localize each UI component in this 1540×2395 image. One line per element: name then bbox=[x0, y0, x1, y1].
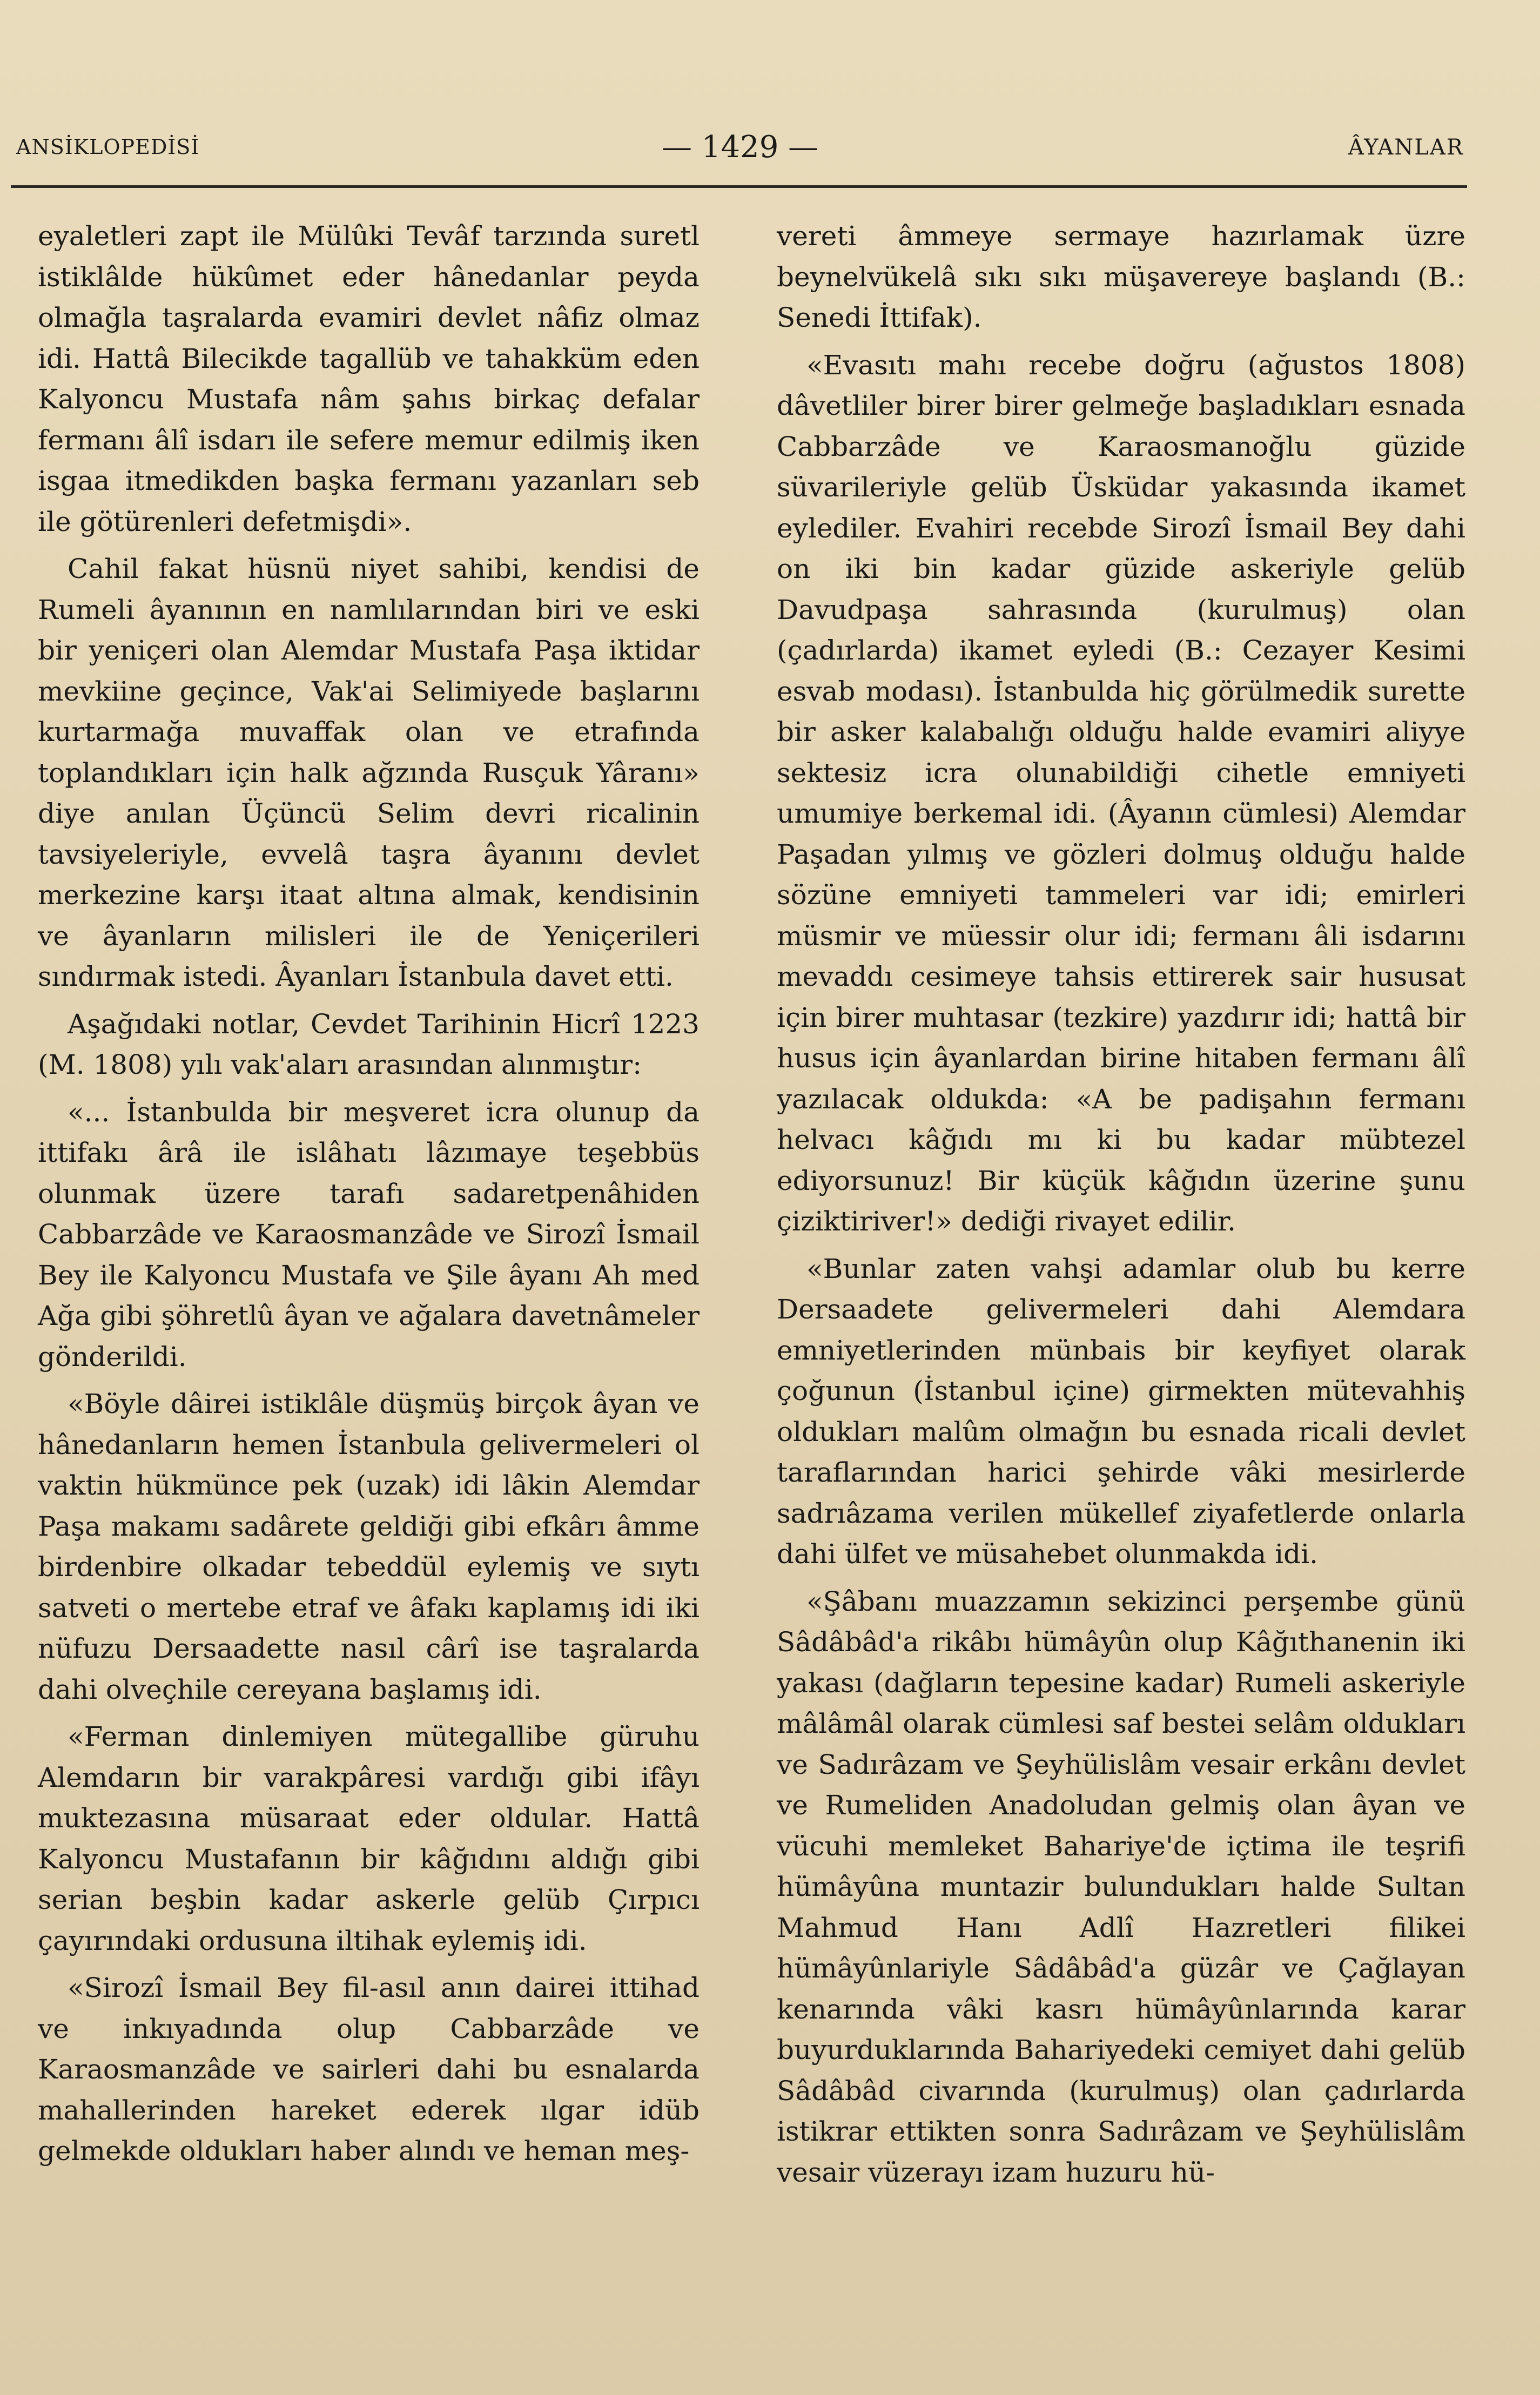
page-number: — 1429 — bbox=[662, 130, 819, 165]
paragraph: vereti âmmeye sermaye hazırlamak üzre beynelvükelâ sıkı sıkı müşavereye başlandı (B.: Senedi İttifak). bbox=[777, 220, 1465, 333]
paragraph: «Sirozî İsmail Bey fil-asıl anın dairei ittihad ve inkıyadında olup Cabbarzâde ve Karaosmanzâde ve sairleri dahi bu esnalarda mahallerinden hareket ederek ılgar idüb gelmekde oldukları haber alındı ve heman meş- bbox=[38, 1972, 700, 2167]
paragraph: Aşağıdaki notlar, Cevdet Tarihinin Hicrî 1223 (M. 1808) yılı vak'aları arasından alınmıştır: bbox=[38, 1008, 700, 1080]
paragraph: «... İstanbulda bir meşveret icra olunup da ittifakı ârâ ile islâhatı lâzımaye teşebbüs olunmak üzere tarafı sadaretpenâhiden Cabbarzâde ve Karaosmanzâde ve Sirozî İsmail Bey ile Kalyoncu Mustafa ve Şile âyanı Ah med Ağa gibi şöhretlû âyan ve ağalara davetnâmeler gönderildi. bbox=[38, 1096, 700, 1373]
paragraph: Cahil fakat hüsnü niyet sahibi, kendisi de Rumeli âyanının en namlılarından biri ve eski bir yeniçeri olan Alemdar Mustafa Paşa iktidar mevkiine geçince, Vak'ai Selimiyede başlarını kurtarmağa muvaffak olan ve etrafında toplandıkları için halk ağzında Rusçuk Yâranı» diye anılan Üçüncü Selim devri ricalinin tavsiyeleriyle, evvelâ taşra âyanını devlet merkezine karşı itaat altına almak, kendisinin ve âyanların milisleri ile de Yeniçerileri sındırmak istedi. Âyanları İstanbula davet etti. bbox=[38, 553, 700, 992]
page-header bbox=[16, 130, 1464, 173]
header-right-title: ÂYANLAR bbox=[1348, 135, 1464, 160]
paragraph: «Şâbanı muazzamın sekizinci perşembe günü Sâdâbâd'a rikâbı hümâyûn olup Kâğıthanenin iki yakası (dağların tepesine kadar) Rumeli askeriyle mâlâmâl olarak cümlesi saf bestei selâm oldukları ve Sadırâzam ve Şeyhülislâm vesair erkânı devlet ve Rumeliden Anadoludan gelmiş olan âyan ve vücuhi memleket Bahariye'de içtima ile teşrifi hümâyûna muntazir bulundukları halde Sultan Mahmud Hanı Adlî Hazretleri filikei hümâyûnlariyle Sâdâbâd'a güzâr ve Çağlayan kenarında vâki kasrı hümâyûnlarında karar buyurduklarında Bahariyedeki cemiyet dahi gelüb Sâdâbâd civarında (kurulmuş) olan çadırlarda istikrar ettikten sonra Sadırâzam ve Şeyhülislâm vesair vüzerayı izam huzuru hü- bbox=[777, 1585, 1465, 2188]
paragraph: «Evasıtı mahı recebe doğru (ağustos 1808) dâvetliler birer birer gelmeğe başladıkları esnada Cabbarzâde ve Karaosmanoğlu güzide süvarileriyle gelüb Üsküdar yakasında ikamet eylediler. Evahiri recebde Sirozî İsmail Bey dahi on iki bin kadar güzide askeriyle gelüb Davudpaşa sahrasında (kurulmuş) olan (çadırlarda) ikamet eyledi (B.: Cezayer Kesimi esvab modası). İstanbulda hiç görülmedik surette bir asker kalabalığı olduğu halde evamiri aliyye sektesiz icra olunabildiği cihetle emniyeti umumiye berkemal idi. (Âyanın cümlesi) Alemdar Paşadan yılmış ve gözleri dolmuş olduğu halde sözüne emniyeti tammeleri var idi; emirleri müsmir ve müessir olur idi; fermanı âli isdarını mevaddı cesimeye tahsis ettirerek sair hususat için birer muhtasar (tezkire) yazdırır idi; hattâ bir husus için âyanlardan birine hitaben fermanı âlî yazılacak oldukda: «A be padişahın fermanı helvacı kâğıdı mı ki bu kadar mübtezel ediyorsunuz! Bir küçük kâğıdın üzerine şunu çiziktiriver!» dediği rivayet edilir. bbox=[777, 349, 1465, 1237]
header-left-title: ANSİKLOPEDİSİ bbox=[16, 135, 200, 159]
header-rule bbox=[11, 185, 1467, 188]
paragraph: eyaletleri zapt ile Mülûki Tevâf tarzında suretl istiklâlde hükûmet eder hânedanlar peyda olmağla taşralarda evamiri devlet nâfiz olmaz idi. Hattâ Bilecikde tagallüb ve tahakküm eden Kalyoncu Mustafa nâm şahıs birkaç defalar fermanı âlî isdarı ile sefere memur edilmiş iken isgaa itmedikden başka fermanı yazanları seb ile götürenleri defetmişdi». bbox=[38, 220, 700, 537]
paragraph: «Bunlar zaten vahşi adamlar olub bu kerre Dersaadete gelivermeleri dahi Alemdara emniyetlerinden münbais bir keyfiyet olarak çoğunun (İstanbul içine) girmekten mütevahhiş oldukları malûm olmağın bu esnada ricali devlet taraflarından harici şehirde vâki mesirlerde sadrıâzama verilen mükellef ziyafetlerde onlarla dahi ülfet ve müsahebet olunmakda idi. bbox=[777, 1253, 1465, 1570]
paragraph: «Böyle dâirei istiklâle düşmüş birçok âyan ve hânedanların hemen İstanbula gelivermeleri ol vaktin hükmünce pek (uzak) idi lâkin Alemdar Paşa makamı sadârete geldiği gibi efkârı âmme birdenbire olkadar tebeddül eylemiş ve sıytı satveti o mertebe etraf ve âfakı kaplamış idi iki nüfuzu Dersaadette nasıl cârî ise taşralarda dahi olveçhile cereyana başlamış idi. bbox=[38, 1388, 700, 1705]
right-column bbox=[777, 216, 1465, 2199]
paragraph: «Ferman dinlemiyen mütegallibe güruhu Alemdarın bir varakpâresi vardığı gibi ifâyı muktezasına müsaraat eder oldular. Hattâ Kalyoncu Mustafanın bir kâğıdını aldığı gibi serian beşbin kadar askerle gelüb Çırpıcı çayırındaki ordusuna iltihak eylemiş idi. bbox=[38, 1721, 700, 1956]
left-column bbox=[38, 216, 700, 2178]
